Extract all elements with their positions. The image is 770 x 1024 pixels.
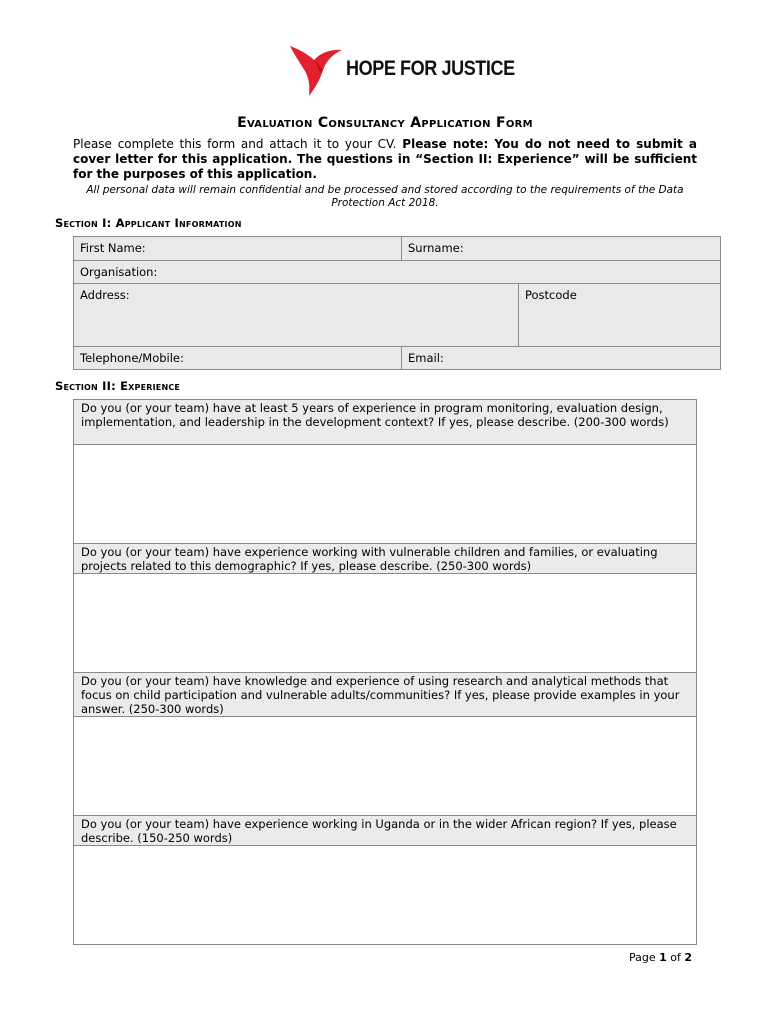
bird-icon — [288, 40, 344, 98]
question-1-answer-box[interactable] — [74, 445, 696, 543]
address-field[interactable] — [74, 284, 518, 346]
address-label: Address: — [80, 288, 130, 302]
table-row — [73, 261, 721, 284]
organisation-label: Organisation: — [80, 265, 158, 279]
question-4-text: Do you (or your team) have experience working in Uganda or in the wider African region? If yes, please describe. (150-250 words) — [74, 816, 696, 846]
telephone-label: Telephone/Mobile: — [80, 351, 184, 365]
question-block-2 — [73, 543, 697, 673]
email-field[interactable] — [401, 347, 720, 369]
table-row — [73, 284, 721, 347]
form-title: Evaluation Consultancy Application Form — [237, 115, 533, 131]
total-pages: 2 — [684, 951, 693, 964]
question-block-3 — [73, 672, 697, 816]
intro-plain-text: Please complete this form and attach it to your CV. — [73, 137, 397, 151]
surname-field[interactable] — [401, 237, 720, 260]
question-4-answer-box[interactable] — [74, 846, 696, 944]
postcode-field[interactable] — [518, 284, 720, 346]
privacy-note: All personal data will remain confidential and be processed and stored according to the requirements of the Data Protection Act 2018. — [86, 184, 684, 209]
brand-name: HOPE FOR JUSTICE — [346, 57, 515, 80]
question-2-text: Do you (or your team) have experience working with vulnerable children and families, or evaluating projects related to this demographic? If yes, please describe. (250-300 words) — [74, 544, 696, 574]
question-block-4 — [73, 815, 697, 945]
table-row — [73, 236, 721, 261]
page-word: Page — [629, 951, 656, 964]
question-2-answer-box[interactable] — [74, 574, 696, 672]
question-3-text: Do you (or your team) have knowledge and experience of using research and analytical methods that focus on child participation and vulnerable adults/communities? If yes, please provide examples in your answer. (250-300 words) — [74, 673, 696, 717]
email-label: Email: — [408, 351, 444, 365]
page-number — [629, 951, 692, 964]
question-3-answer-box[interactable] — [74, 717, 696, 815]
current-page: 1 — [659, 951, 667, 964]
telephone-field[interactable] — [74, 347, 401, 369]
section-2-heading: Section II: Experience — [55, 379, 181, 393]
intro-paragraph — [73, 137, 697, 182]
of-word: of — [670, 951, 681, 964]
question-1-text: Do you (or your team) have at least 5 years of experience in program monitoring, evaluation design, implementation, and leadership in the development context? If yes, please describe. (200-300 words) — [74, 400, 696, 445]
postcode-label: Postcode — [525, 288, 577, 302]
surname-label: Surname: — [408, 241, 464, 255]
applicant-info-table — [73, 236, 721, 370]
table-row — [73, 347, 721, 370]
brand-logo — [288, 40, 515, 98]
intro-bold-text: Please note: You do not need to submit a cover letter for this application. The questions in “Section II: Experience” will be sufficient for the purposes of this application. — [73, 137, 697, 181]
first-name-field[interactable] — [74, 237, 401, 260]
section-1-heading: Section I: Applicant Information — [55, 216, 242, 230]
question-block-1 — [73, 399, 697, 544]
organisation-field[interactable] — [74, 261, 720, 283]
first-name-label: First Name: — [80, 241, 146, 255]
